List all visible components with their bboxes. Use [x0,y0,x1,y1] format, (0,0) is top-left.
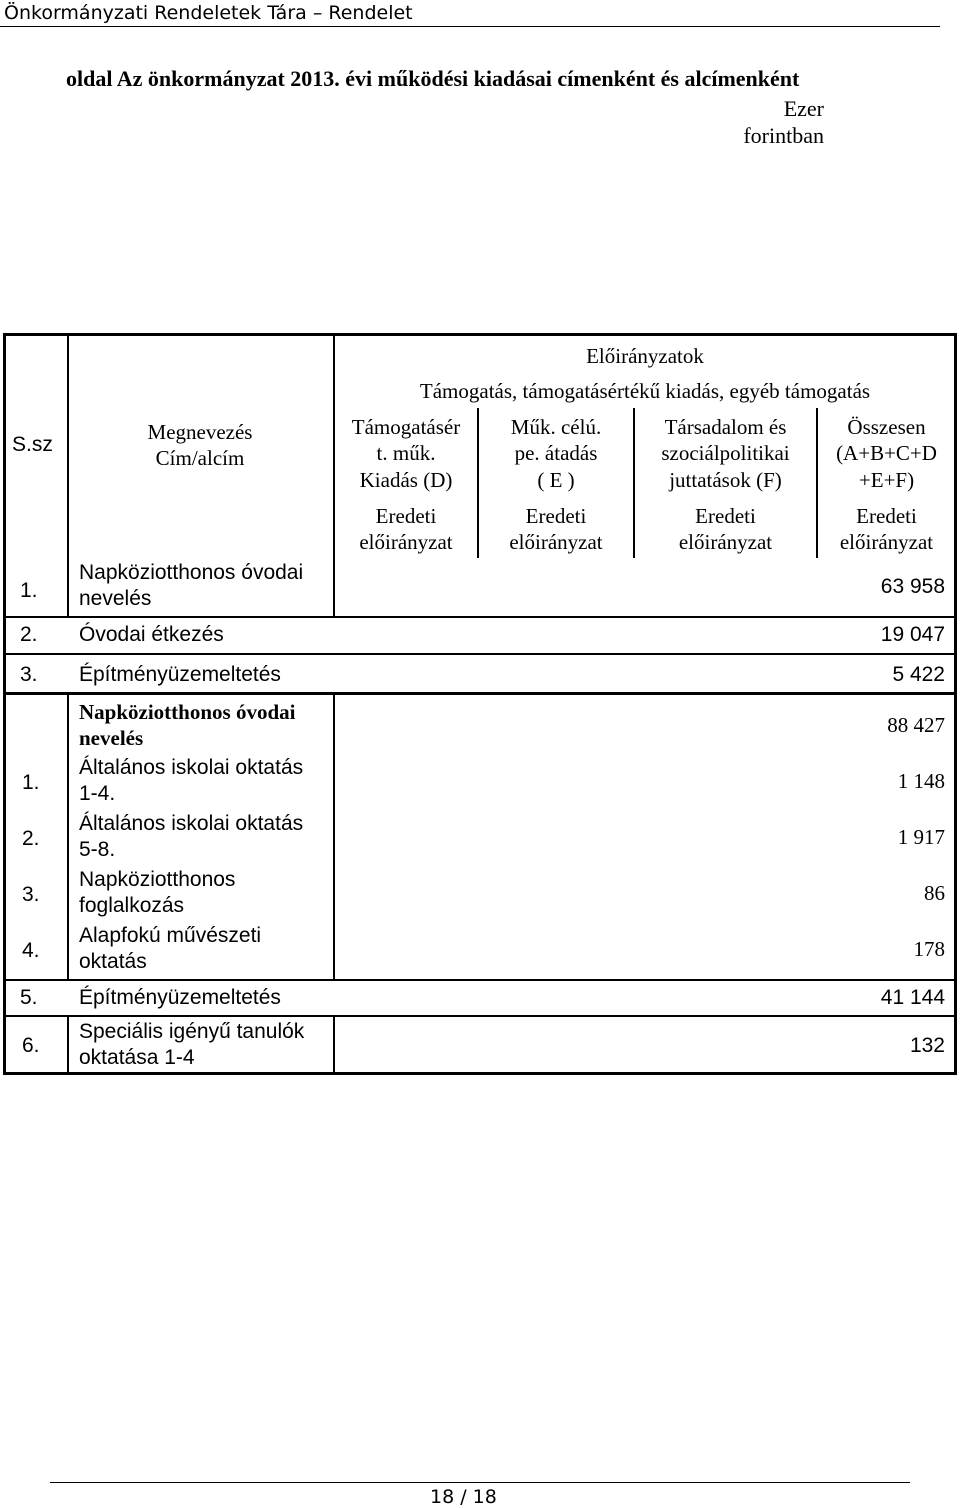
row-3-value: 5 422 [892,663,945,686]
col-total-header-line3: +E+F) [858,468,915,492]
header-divider [0,26,940,27]
col-total-header-line2: (A+B+C+D [836,441,937,465]
row-8-name-line1: Alapfokú művészeti [79,924,262,947]
row-7-name-line2: foglalkozás [79,894,185,917]
row-9-value: 41 144 [880,986,945,1009]
unit-label-line2: forintban [743,123,824,148]
row-divider [5,692,955,695]
row-3-name: Építményüzemeltetés [79,663,281,686]
row-6-name-line2: 5-8. [79,838,116,861]
name-header-line2: Cím/alcím [155,446,245,470]
grid-line [333,1016,335,1074]
row-5-name-line2: 1-4. [79,782,116,805]
col-f-eloiranyzat: előirányzat [678,530,773,554]
row-7-name-line1: Napköziotthonos [79,868,236,891]
header-title: Önkormányzati Rendeletek Tára – Rendelet [4,2,413,24]
row-2-number: 2. [20,623,38,646]
row-divider [5,979,955,981]
row-6-name-line1: Általános iskolai oktatás [79,812,304,835]
row-8-value: 178 [913,937,945,961]
row-divider [5,616,955,618]
col-e-header-line3: ( E ) [537,468,575,492]
row-divider [5,1015,955,1017]
row-9-number: 5. [20,986,38,1009]
ssz-header: S.sz [12,433,53,456]
col-d-eloiranyzat: előirányzat [359,530,453,554]
col-f-header-line3: juttatások (F) [669,468,782,492]
row-1-name-line2: nevelés [79,587,152,610]
document-title: oldal Az önkormányzat 2013. évi működési kiadásai címenként és alcímenként [66,66,800,91]
col-d-header-line1: Támogatásér [351,415,461,439]
row-2-value: 19 047 [880,623,945,646]
col-e-header-line1: Műk. célú. [510,415,602,439]
footer-divider [50,1482,910,1483]
col-d-header-line3: Kiadás (D) [359,468,453,492]
row-10-value: 132 [909,1034,945,1057]
row-1-number: 1. [20,579,38,602]
row-5-name-line1: Általános iskolai oktatás [79,756,304,779]
col-f-header-line2: szociálpolitikai [661,441,790,465]
row-1-value: 63 958 [880,575,945,598]
row-4-name-line1: Napköziotthonos óvodai [79,700,296,724]
row-10-number: 6. [22,1034,40,1057]
col-f-eredeti: Eredeti [695,504,756,528]
col-d-eredeti: Eredeti [375,504,437,528]
grid-line [67,334,69,616]
name-header-line1: Megnevezés [147,420,253,444]
unit-label-line1: Ezer [783,96,824,121]
eloiranyzatok-header: Előirányzatok [586,344,704,368]
row-3-number: 3. [20,663,38,686]
row-divider [5,653,955,655]
row-4-name-line2: nevelés [79,726,144,750]
row-6-number: 2. [22,827,40,850]
row-8-name-line2: oktatás [79,950,147,973]
col-total-eredeti: Eredeti [856,504,917,528]
row-7-value: 86 [924,881,945,905]
row-5-number: 1. [22,771,40,794]
page-number: 18 / 18 [430,1486,497,1508]
grid-line [333,694,335,979]
col-f-header-line1: Társadalom és [664,415,787,439]
grid-line [67,1016,69,1074]
row-10-name-line2: oktatása 1-4 [79,1046,195,1069]
row-9-name: Építményüzemeltetés [79,986,281,1009]
col-total-eloiranyzat: előirányzat [839,530,934,554]
col-e-header-line2: pe. átadás [514,441,598,465]
row-4-value: 88 427 [887,713,945,737]
tamogatas-header: Támogatás, támogatásértékű kiadás, egyéb támogatás [419,379,871,403]
row-1-name-line1: Napköziotthonos óvodai [79,561,304,584]
row-2-name: Óvodai étkezés [79,623,224,646]
col-total-header-line1: Összesen [847,415,926,439]
row-6-value: 1 917 [897,825,945,849]
row-10-name-line1: Speciális igényű tanulók [79,1020,305,1043]
col-e-eredeti: Eredeti [525,504,587,528]
col-e-eloiranyzat: előirányzat [509,530,603,554]
row-7-number: 3. [22,883,40,906]
row-8-number: 4. [22,939,40,962]
row-5-value: 1 148 [897,769,945,793]
grid-line [67,694,69,979]
col-d-header-line2: t. műk. [376,441,436,465]
